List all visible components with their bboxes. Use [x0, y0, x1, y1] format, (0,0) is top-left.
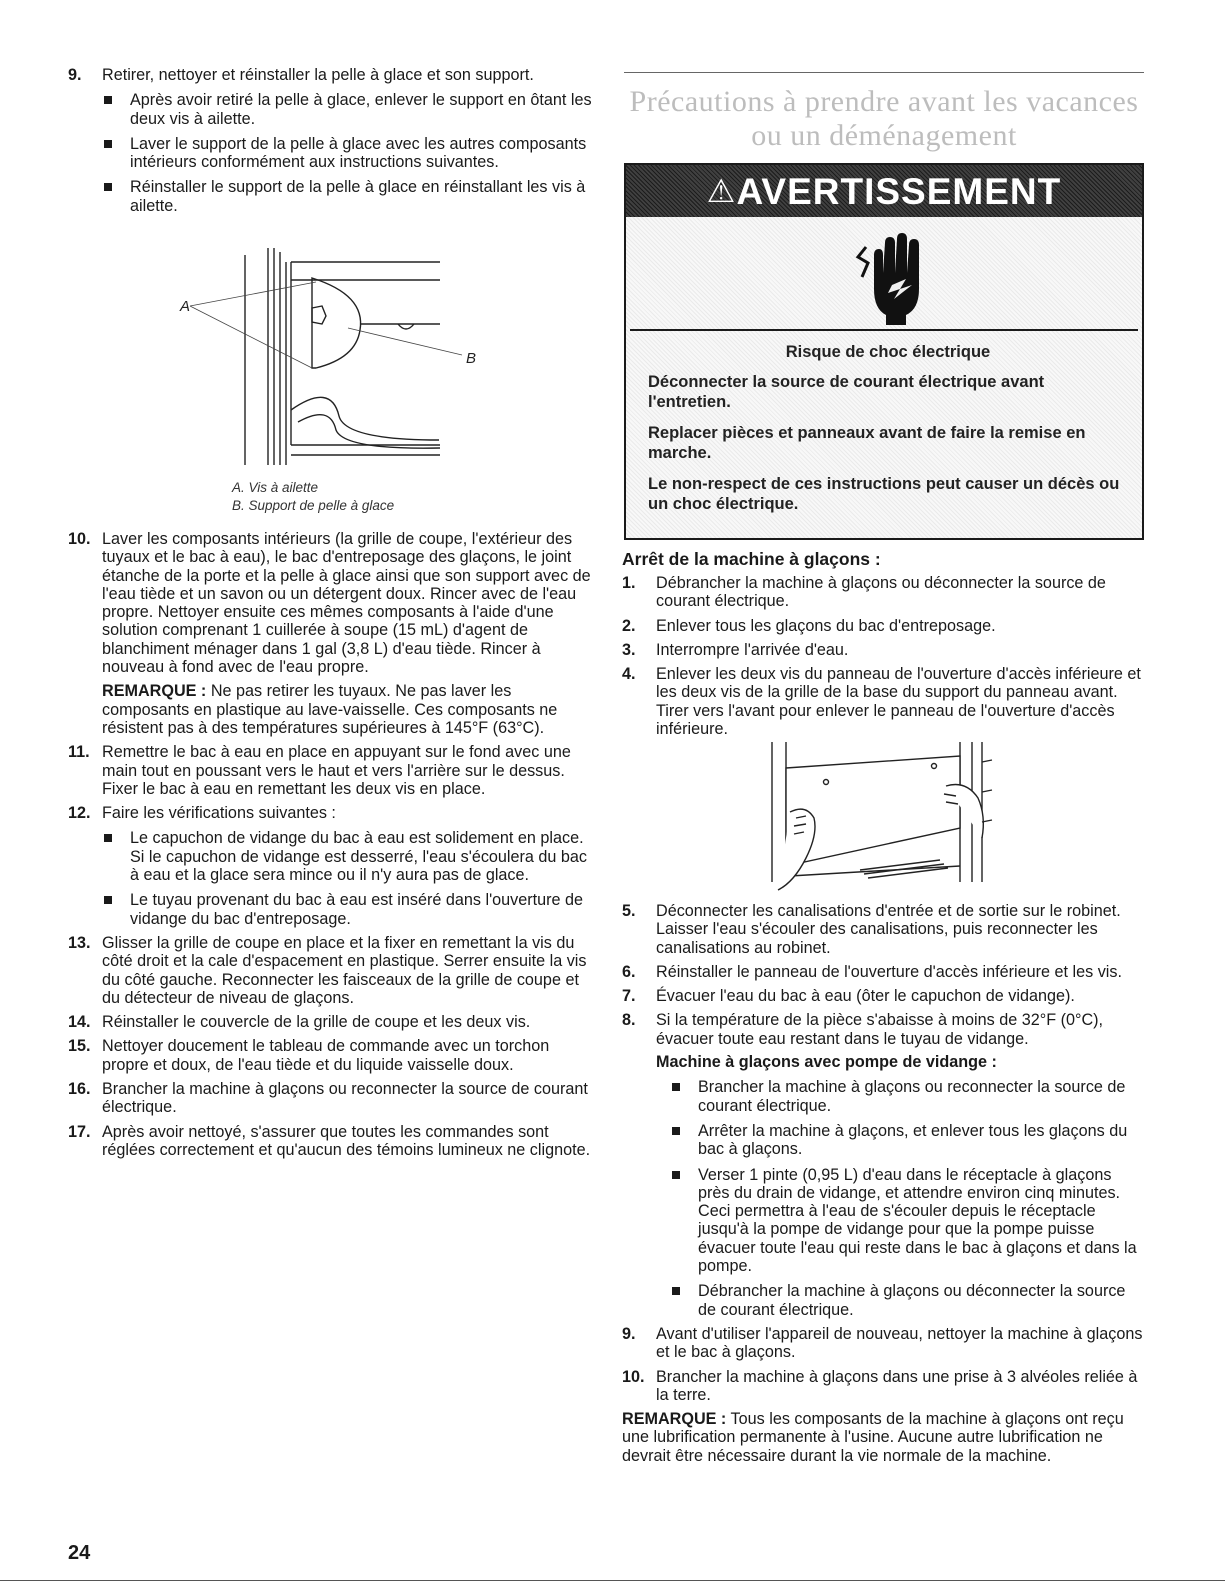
note-text: Tous les composants de la machine à glaçons ont reçu une lubrification permanente à l'usine. Aucune autre lubrification ne devrait être nécessaire durant la vie normale de la machine.	[622, 1410, 1124, 1465]
list-item: Verser 1 pinte (0,95 L) d'eau dans le réceptacle à glaçons près du drain de vidange, et attendre environ cinq minutes. Ceci permettra à l'eau de s'écouler depuis le réceptacle jusqu'à la pompe de vidange pour que la pompe puisse évacuer toute l'eau qui reste dans le bac à glaçons et dans la pompe.	[670, 1166, 1146, 1276]
shock-hazard-icon-area	[630, 221, 1138, 331]
step-number: 9.	[68, 66, 82, 84]
list-item: Débrancher la machine à glaçons ou déconnecter la source de courant électrique.	[670, 1282, 1146, 1319]
step-3: 3. Interrompre l'arrivée d'eau.	[622, 640, 849, 659]
note	[102, 682, 596, 737]
step-6: 6. Réinstaller le panneau de l'ouverture d'accès inférieure et les vis.	[622, 962, 1122, 981]
warning-risk: Risque de choc électrique	[785, 343, 991, 361]
step-16	[68, 1080, 596, 1117]
list-item: Le capuchon de vidange du bac à eau est solidement en place. Si le capuchon de vidange est desserré, l'eau s'écoulera du bac à eau et la glace sera mince ou il n'y aura pas de glace.	[102, 829, 596, 884]
warning-header	[626, 165, 1142, 217]
step-1: 1. Débrancher la machine à glaçons ou déconnecter la source de courant électrique.	[622, 574, 1106, 611]
step-text: Retirer, nettoyer et réinstaller la pelle à glace et son support.	[102, 66, 534, 84]
step-14	[68, 1013, 596, 1031]
step-7: 7. Évacuer l'eau du bac à eau (ôter le capuchon de vidange).	[622, 987, 1075, 1006]
pump-heading: Machine à glaçons avec pompe de vidange :	[656, 1053, 997, 1072]
step-number: 10.	[68, 530, 91, 548]
step-4: 4. Enlever les deux vis du panneau de l'ouverture d'accès inférieure et les deux vis de la grille de la base du support du panneau avant. Tirer vers l'avant pour enlever le panneau de l'ouverture d'accès inférieure.	[622, 665, 1141, 739]
step-number: 17.	[68, 1122, 91, 1141]
warning-line-2: Replacer pièces et panneaux avant de faire la remise en marche.	[648, 424, 1086, 462]
note-label: REMARQUE :	[102, 682, 207, 701]
warning-line-1: Déconnecter la source de courant électrique avant l'entretien.	[648, 373, 1045, 411]
step-2: 2. Enlever tous les glaçons du bac d'entreposage.	[622, 616, 996, 635]
step-5: 5. Déconnecter les canalisations d'entrée et de sortie sur le robinet. Laisser l'eau s'écouler des canalisations, puis reconnecter les canalisations au robinet.	[622, 902, 1121, 957]
section-rule	[624, 72, 1144, 73]
shutdown-heading: Arrêt de la machine à glaçons :	[622, 549, 881, 569]
step-number: 15.	[68, 1037, 91, 1056]
step-13	[68, 934, 596, 1007]
right-steps-b	[622, 902, 1146, 1465]
step-9-right: 9. Avant d'utiliser l'appareil de nouveau, nettoyer la machine à glaçons et le bac à glaçons.	[622, 1324, 1143, 1362]
step-text: Réinstaller le couvercle de la grille de coupe et les deux vis.	[102, 1013, 531, 1032]
step-15	[68, 1037, 596, 1074]
list-item: Brancher la machine à glaçons ou reconnecter la source de courant électrique.	[670, 1078, 1146, 1115]
step-text: Brancher la machine à glaçons ou reconnecter la source de courant électrique.	[102, 1080, 588, 1117]
label-b: B	[466, 350, 477, 367]
step-text: Remettre le bac à eau en place en appuyant sur le fond avec une main tout en poussant vers le haut et vers l'arrière sur le dessus. Fixer le bac à eau en remettant les deux vis en place.	[102, 743, 571, 798]
figure-caption-a: A. Vis à ailette	[232, 480, 319, 495]
note-label: REMARQUE :	[622, 1410, 727, 1429]
figure-caption-b: B. Support de pelle à glace	[232, 498, 395, 513]
list-item: Arrêter la machine à glaçons, et enlever tous les glaçons du bac à glaçons.	[670, 1122, 1146, 1159]
note-text: Ne pas retirer les tuyaux. Ne pas laver les composants en plastique au lave-vaisselle. Ces composants ne résistent pas à des températures supérieures à 145°F (63°C).	[102, 682, 558, 737]
step-number: 12.	[68, 804, 91, 823]
bottom-rule	[0, 1580, 1225, 1581]
step-text: Après avoir nettoyé, s'assurer que toutes les commandes sont réglées correctement et qu'aucun des témoins lumineux ne clignote.	[102, 1122, 591, 1159]
electric-shock-hand-icon	[630, 221, 1142, 327]
list-item: Laver le support de la pelle à glace avec les autres composants intérieurs conformément aux instructions suivantes.	[102, 135, 596, 172]
warning-title: AVERTISSEMENT	[736, 171, 1062, 212]
step-number: 13.	[68, 933, 91, 952]
step-8: 8. Si la température de la pièce s'abaisse à moins de 32°F (0°C), évacuer toute eau restant dans le tuyau de vidange. Machine à glaçons avec pompe de vidange : Brancher la machine à glaçons ou reconnecter la source de courant électrique. Arrêter la machine à glaçons, et enlever tous les glaçons du bac à glaçons. Verser 1 pinte (0,95 L) d'eau dans le réceptacle à glaçons près du drain de vidange, et attendre environ cinq minutes. Ceci permettra à l'eau de s'écouler depuis le réceptacle jusqu'à la pompe de vidange pour que la pompe puisse évacuer toute l'eau qui reste dans le bac à glaçons et dans la pompe. Débrancher la machine à glaçons ou déconnecter la source de courant électrique.	[622, 1011, 1146, 1318]
section-title-line-1: Précautions à prendre avant les vacances	[629, 85, 1139, 118]
step-text: Faire les vérifications suivantes :	[102, 804, 336, 823]
step-10-right: 10. Brancher la machine à glaçons dans une prise à 3 alvéoles reliée à la terre.	[622, 1367, 1138, 1404]
warning-box	[624, 163, 1144, 540]
section-title-line-2: ou un déménagement	[751, 119, 1017, 152]
left-column	[68, 66, 596, 221]
right-steps-a	[622, 574, 1146, 744]
label-a: A	[180, 298, 191, 315]
ice-scoop-support-figure	[170, 240, 477, 475]
final-note	[622, 1410, 1146, 1465]
warning-line-3: Le non-respect de ces instructions peut causer un décès ou un choc électrique.	[648, 475, 1120, 513]
step-9	[68, 66, 596, 215]
step-text: Nettoyer doucement le tableau de commande avec un torchon propre et doux, de l'eau tiède et du liquide vaisselle doux.	[102, 1037, 550, 1074]
left-column-continued	[68, 530, 596, 1165]
warning-triangle-icon: ⚠	[706, 173, 737, 209]
step-10	[68, 530, 596, 737]
step-17	[68, 1123, 596, 1160]
step-number: 11.	[68, 743, 90, 762]
step-number: 14.	[68, 1013, 91, 1032]
step-text: Glisser la grille de coupe en place et la fixer en remettant la vis du côté droit et la cale d'espacement en plastique. Serrer ensuite la vis du côté gauche. Reconnecter les faisceaux de la grille de coupe et du détecteur de niveau de glaçons.	[102, 933, 587, 1007]
step-12	[68, 804, 596, 928]
page-number: 24	[68, 1542, 91, 1564]
list-item: Le tuyau provenant du bac à eau est inséré dans l'ouverture de vidange du bac d'entreposage.	[102, 891, 596, 928]
list-item: Réinstaller le support de la pelle à glace en réinstallant les vis à ailette.	[102, 178, 596, 215]
ice-scoop-support-illustration	[170, 240, 477, 475]
step-11	[68, 743, 596, 798]
step-number: 16.	[68, 1080, 91, 1099]
access-panel-figure	[760, 742, 1020, 892]
access-panel-illustration	[760, 742, 1020, 892]
step-text: Laver les composants intérieurs (la grille de coupe, l'extérieur des tuyaux et le bac à eau), le bac d'entreposage des glaçons, le joint étanche de la porte et la pelle à glace ainsi que son support avec de l'eau tiède et un savon ou un détergent doux. Rincer avec de l'eau propre. Nettoyer ensuite ces mêmes composants à l'aide d'une solution comprenant 1 cuillerée à soupe (15 mL) d'agent de blanchiment ménager dans 1 gal (3,8 L) d'eau tiède. Rincer à nouveau à fond avec de l'eau propre.	[102, 530, 591, 677]
list-item: Après avoir retiré la pelle à glace, enlever le support en ôtant les deux vis à ailette.	[102, 91, 596, 128]
